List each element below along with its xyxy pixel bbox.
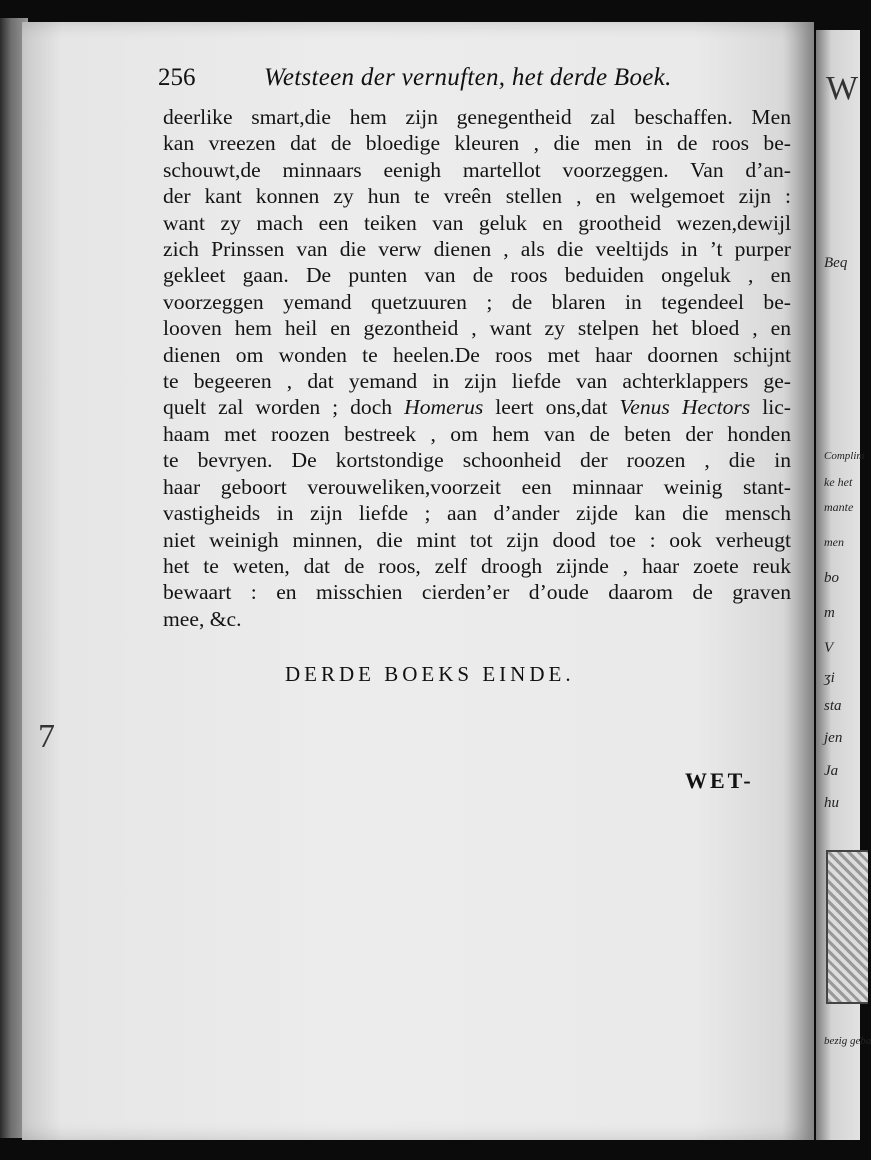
text-segment: looven hem heil en gezontheid , want zy stelpen het bloed , en xyxy=(163,316,791,341)
facing-page-fragment: bo xyxy=(824,570,839,586)
text-line xyxy=(163,130,791,156)
text-segment: lic- xyxy=(750,395,791,420)
facing-page-fragment: m xyxy=(824,605,835,621)
facing-page-fragment: ʒi xyxy=(824,670,835,686)
text-segment: gekleet gaan. De punten van de roos beduiden ongeluk , en xyxy=(163,263,791,288)
running-title: Wetsteen der vernuften, het derde Boek. xyxy=(264,64,672,91)
text-segment: leert ons,dat xyxy=(483,395,620,420)
text-segment: het te weten, dat de roos, zelf droogh zijnde , haar zoete reuk xyxy=(163,553,791,578)
text-line xyxy=(163,474,791,500)
facing-page-fragment: Ja xyxy=(824,763,839,779)
text-line xyxy=(163,236,791,262)
margin-mark: 7 xyxy=(38,718,55,755)
text-line xyxy=(163,527,791,553)
text-segment: voorzeggen yemand quetzuuren ; de blaren in tegendeel be- xyxy=(163,289,791,314)
text-segment: te bevryen. De kortstondige schoonheid der roozen , die in xyxy=(163,448,791,473)
facing-page-fragment: Beq xyxy=(824,255,848,271)
text-segment: te begeeren , dat yemand in zijn liefde van achterklappers ge- xyxy=(163,369,791,394)
facing-page-fragment: V xyxy=(824,640,834,656)
text-line xyxy=(163,104,791,130)
page-number: 256 xyxy=(158,64,196,91)
text-line xyxy=(163,157,791,183)
text-line xyxy=(163,210,791,236)
text-segment: haam met roozen bestreek , om hem van de beten der honden xyxy=(163,421,791,446)
text-segment: deerlike smart,die hem zijn genegentheid zal beschaffen. Men xyxy=(163,105,791,129)
text-line xyxy=(163,183,791,209)
text-segment: kan vreezen dat de bloedige kleuren , die men in de roos be- xyxy=(163,131,791,156)
text-segment: want zy mach een teiken van geluk en grootheid wezen,dewijl xyxy=(163,210,791,235)
facing-page-fragment: ke het xyxy=(824,475,853,489)
text-segment: vastigheids in zijn liefde ; aan d’ander zijde kan die mensch xyxy=(163,501,791,526)
facing-page-fragment: men xyxy=(824,535,844,549)
text-segment: niet weinigh minnen, die mint tot zijn dood toe : ook verheugt xyxy=(163,527,791,552)
text-segment: zich Prinssen van die verw dienen , als die veeltijds in ’t purper xyxy=(163,237,791,262)
text-line xyxy=(163,579,791,605)
facing-page-fragment: Complim xyxy=(824,450,865,462)
text-line xyxy=(163,394,791,420)
catchword: WET- xyxy=(685,768,754,793)
facing-page-edge xyxy=(816,30,871,1140)
text-line xyxy=(163,262,791,288)
text-line xyxy=(163,447,791,473)
facing-page-ornament xyxy=(826,850,868,1004)
text-line xyxy=(163,368,791,394)
text-segment: haar geboort verouweliken,voorzeit een minnaar weinig stant- xyxy=(163,474,791,499)
text-line xyxy=(163,500,791,526)
body-text xyxy=(163,104,791,632)
italic-name: Venus Hectors xyxy=(619,395,751,420)
text-segment: schouwt,de minnaars eenigh martellot voorzeggen. Van d’an- xyxy=(163,157,791,182)
facing-page-fragment: jen xyxy=(824,730,843,746)
text-line xyxy=(163,421,791,447)
text-segment: der kant konnen zy hun te vreên stellen , en welgemoet zijn : xyxy=(163,184,791,209)
italic-name: Homerus xyxy=(404,395,484,420)
facing-page-fragment: bezig geba xyxy=(824,1035,871,1047)
facing-page-fragment: hu xyxy=(824,795,839,811)
section-end-title: DERDE BOEKS EINDE. xyxy=(285,662,575,686)
facing-page-fragment: sta xyxy=(824,698,842,714)
text-segment: bewaart : en misschien cierden’er d’oude daarom de graven xyxy=(163,580,791,605)
text-segment: quelt zal worden ; doch xyxy=(163,395,405,420)
text-segment: mee, &c. xyxy=(163,606,242,631)
text-line xyxy=(163,289,791,315)
text-line xyxy=(163,606,791,632)
facing-page-initial: W xyxy=(826,70,859,107)
text-line xyxy=(163,342,791,368)
text-line xyxy=(163,553,791,579)
text-segment: dienen om wonden te heelen.De roos met haar doornen schijnt xyxy=(163,342,791,367)
facing-page-fragment: mante xyxy=(824,500,854,514)
text-line xyxy=(163,315,791,341)
